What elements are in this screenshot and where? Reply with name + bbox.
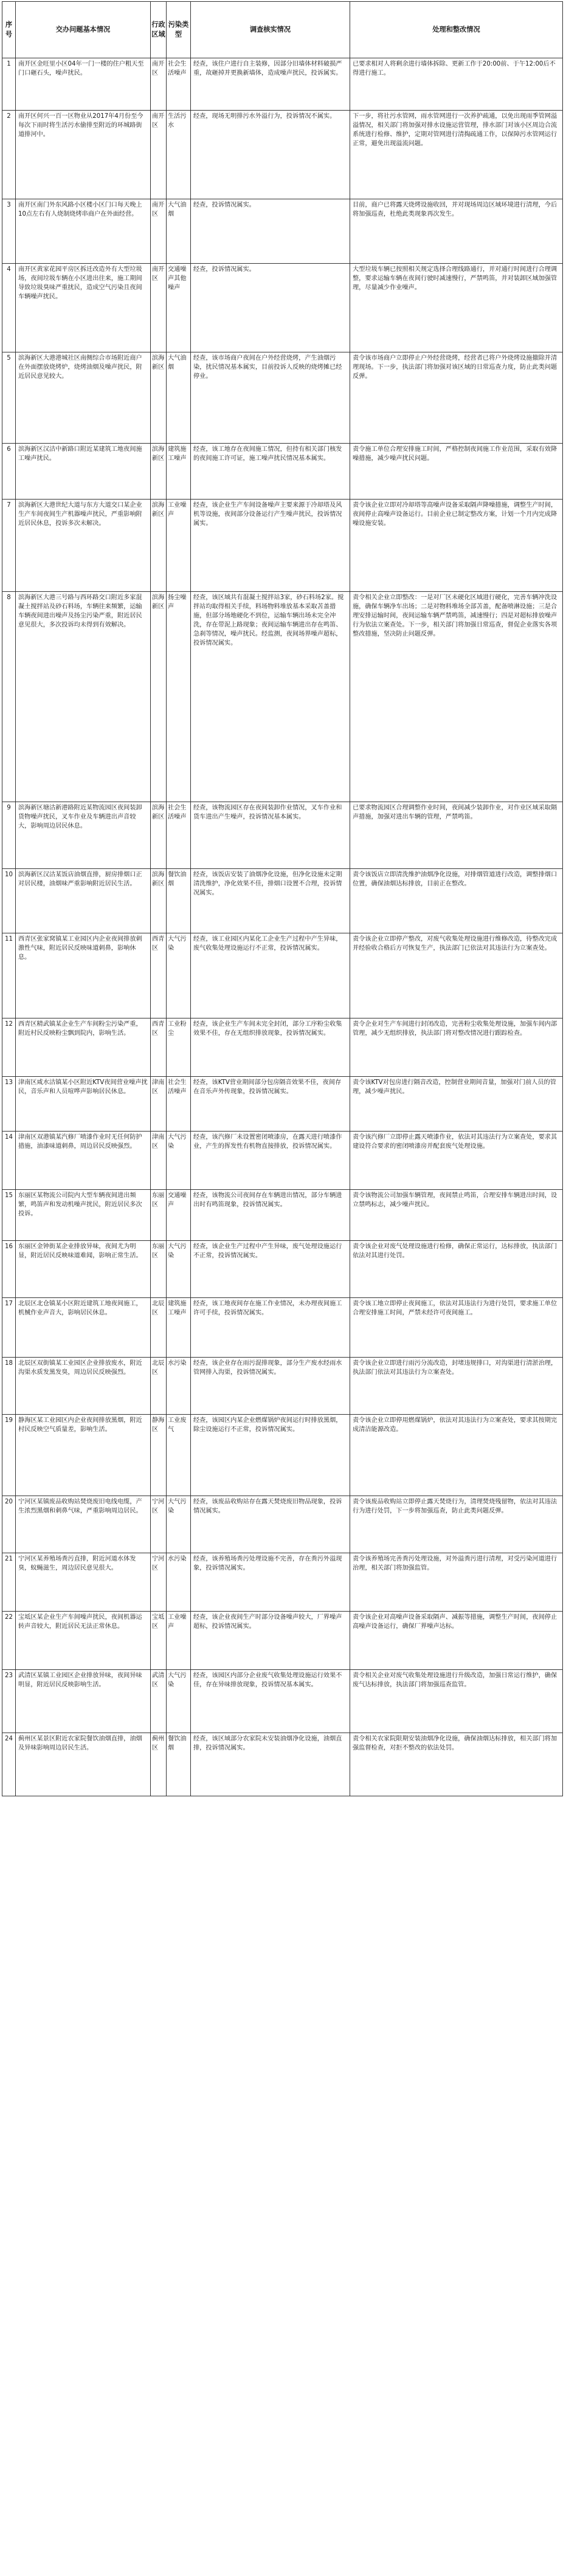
check-cell: 经查，投诉情况属实。 (191, 199, 350, 264)
district-cell: 南开区 (151, 58, 167, 111)
check-cell: 经查，该汽修厂未设置密闭喷漆房，在露天进行喷漆作业，产生的挥发性有机物直接排放，投诉情况属实。 (191, 1132, 350, 1190)
header-check: 调查核实情况 (191, 2, 350, 58)
type-cell: 大气污染 (167, 1670, 191, 1733)
issue-cell: 滨海新区汉沽中新路口附近某建筑工地夜间施工噪声扰民。 (16, 444, 151, 500)
table-row (2, 1132, 563, 1190)
check-cell: 经查，该企业夜间生产时部分设备噪声较大，厂界噪声超标，投诉情况属实。 (191, 1612, 350, 1670)
district-cell: 滨海新区 (151, 500, 167, 592)
result-cell: 责令该企业立即停产整改，对废气收集处理设施进行维修改造，待整改完成并经验收合格后方可恢复生产，执法部门已依法对其违法行为立案查处。 (350, 933, 563, 1018)
check-cell: 经查，该企业生产车间未完全封闭，部分工序粉尘收集效果不佳，存在无组织排放现象，投诉情况属实。 (191, 1018, 350, 1077)
table-row (2, 1077, 563, 1132)
type-cell: 工业粉尘 (167, 1018, 191, 1077)
result-cell: 责令该废品收购站立即停止露天焚烧行为，清理焚烧残留物，依法对其违法行为进行处罚，下一步将加强巡查，防止此类问题反弹。 (350, 1496, 563, 1553)
district-cell: 北辰区 (151, 1298, 167, 1358)
table-row (2, 1358, 563, 1415)
district-cell: 滨海新区 (151, 444, 167, 500)
table-row (2, 1190, 563, 1241)
type-cell: 大气油烟 (167, 199, 191, 264)
issue-cell: 滨海新区大港世纪大道与东方大道交口某企业生产车间夜间生产机器噪声扰民，严重影响附近居民休息，投诉多次未解决。 (16, 500, 151, 592)
result-cell: 责令企业对生产车间进行封闭改造，完善粉尘收集处理设施，加强车间内部管理，减少无组织排放，执法部门将对整改情况进行跟踪检查。 (350, 1018, 563, 1077)
issue-cell: 静海区某工业园区内企业夜间排放黑烟，附近村民反映空气质量差，影响生活。 (16, 1415, 151, 1496)
type-cell: 大气油烟 (167, 352, 191, 444)
table-row (2, 1018, 563, 1077)
table-row (2, 1298, 563, 1358)
row-number: 22 (2, 1612, 16, 1670)
check-cell: 经查，该工地存在夜间施工情况，但持有相关部门核发的夜间施工许可证，施工噪声扰民情况基本属实。 (191, 444, 350, 500)
issue-cell: 西青区精武镇某企业生产车间粉尘污染严重，附近村民反映粉尘飘到院内，影响生活。 (16, 1018, 151, 1077)
type-cell: 大气污染 (167, 1496, 191, 1553)
issue-cell: 南开区黄家花园平房区拆迁改造外有大型垃圾场，夜间垃圾车辆在小区进出往来，施工期间导致垃圾臭味严重扰民，造成空气污染且夜间车辆噪声扰民。 (16, 264, 151, 352)
result-cell: 已要求物流园区合理调整作业时间，夜间减少装卸作业，对作业区域采取隔声措施，加强对进出车辆的管理，严禁鸣笛。 (350, 802, 563, 869)
type-cell: 工业噪声 (167, 1612, 191, 1670)
check-cell: 经查，该企业生产过程中产生异味，废气处理设施运行不正常，投诉情况属实。 (191, 1241, 350, 1298)
table-row (2, 592, 563, 802)
district-cell: 西青区 (151, 933, 167, 1018)
type-cell: 工业废气 (167, 1415, 191, 1496)
table-row (2, 1733, 563, 1796)
type-cell: 交通噪声其他噪声 (167, 264, 191, 352)
district-cell: 宝坻区 (151, 1612, 167, 1670)
row-number: 1 (2, 58, 16, 111)
type-cell: 水污染 (167, 1553, 191, 1612)
district-cell: 南开区 (151, 199, 167, 264)
table-row (2, 1241, 563, 1298)
issue-cell: 东丽区某物流公司院内大型车辆夜间进出频繁，鸣笛声和发动机噪声扰民，附近居民多次投诉。 (16, 1190, 151, 1241)
result-cell: 责令该企业对废气处理设施进行检修，确保正常运行，达标排放，执法部门依法对其进行处罚。 (350, 1241, 563, 1298)
row-number: 13 (2, 1077, 16, 1132)
type-cell: 水污染 (167, 1358, 191, 1415)
row-number: 11 (2, 933, 16, 1018)
issue-cell: 北辰区双街镇某工业园区企业排放废水，附近沟渠水质发黑发臭，周边居民反映强烈。 (16, 1358, 151, 1415)
table-row (2, 1553, 563, 1612)
row-number: 5 (2, 352, 16, 444)
table-row (2, 802, 563, 869)
district-cell: 津南区 (151, 1077, 167, 1132)
result-cell: 责令该企业立即停用燃煤锅炉，依法对其违法行为立案查处，要求其按期完成清洁能源改造。 (350, 1415, 563, 1496)
table-body (2, 58, 563, 1796)
district-cell: 蓟州区 (151, 1733, 167, 1796)
row-number: 20 (2, 1496, 16, 1553)
issue-cell: 津南区双港镇某汽修厂喷漆作业时无任何防护措施，油漆味道刺鼻，周边居民反映强烈。 (16, 1132, 151, 1190)
check-cell: 经查，现场无明排污水外溢行为，投诉情况不属实。 (191, 111, 350, 199)
type-cell: 扬尘噪声 (167, 592, 191, 802)
district-cell: 滨海新区 (151, 802, 167, 869)
check-cell: 经查，该区域共有混凝土搅拌站3家，砂石料场2家。搅拌站均取得相关手续，料场物料堆放基本采取苫盖措施，但部分场地硬化不到位，运输车辆出场未完全冲洗，存在带泥上路现象；夜间运输车辆进出存在鸣笛、急刹等情况，噪声扰民。经监测，夜间场界噪声超标，投诉情况属实。 (191, 592, 350, 802)
row-number: 14 (2, 1132, 16, 1190)
row-number: 7 (2, 500, 16, 592)
check-cell: 经查，该物流园区存在夜间装卸作业情况，叉车作业和货车进出产生噪声，投诉情况基本属实。 (191, 802, 350, 869)
district-cell: 滨海新区 (151, 592, 167, 802)
check-cell: 经查，该园区内某企业燃煤锅炉夜间运行时排放黑烟，除尘设施运行不正常，投诉情况属实。 (191, 1415, 350, 1496)
issue-cell: 滨海新区大港三号路与西环路交口附近多家混凝土搅拌站及砂石料场，车辆往来频繁，运输车辆夜间进出噪声及扬尘污染严重，附近居民意见很大，多次投诉均未得到有效解决。 (16, 592, 151, 802)
row-number: 15 (2, 1190, 16, 1241)
result-cell: 下一步，将社污水管网，雨水管网进行一次养护疏通，以免出现雨季管网溢溢情况，相关部门将加强对排水设施运营管理，排水部门对该小区周边合流系统进行检修、维护，定期对管网进行清掏疏通工作，以保障污水管网运行正常，避免出现溢流问题。 (350, 111, 563, 199)
type-cell: 社会生活噪声 (167, 1077, 191, 1132)
row-number: 9 (2, 802, 16, 869)
result-cell: 目前，商户已将露天烧烤设施收回，并对现场周边区域环境进行清理，今后将加强巡查，杜绝此类现象再次发生。 (350, 199, 563, 264)
type-cell: 社会生活噪声 (167, 58, 191, 111)
type-cell: 大气污染 (167, 1241, 191, 1298)
district-cell: 西青区 (151, 1018, 167, 1077)
issue-cell: 宝坻区某企业生产车间噪声扰民，夜间机器运转声音较大，附近居民无法正常休息。 (16, 1612, 151, 1670)
district-cell: 东丽区 (151, 1190, 167, 1241)
row-number: 19 (2, 1415, 16, 1496)
result-cell: 责令相关农家院限期安装油烟净化设施，确保油烟达标排放，相关部门将加强监督检查，对拒不整改的依法处罚。 (350, 1733, 563, 1796)
check-cell: 经查，该企业存在雨污混排现象，部分生产废水经雨水管网排入沟渠，投诉情况属实。 (191, 1358, 350, 1415)
table-row (2, 1670, 563, 1733)
result-cell: 大型垃圾车辆已按照相关规定选择合理线路通行，并对通行时间进行合理调整，要求运输车辆在夜间行驶时减速慢行，严禁鸣笛，并对装卸区域加强管理，尽量减少作业噪声。 (350, 264, 563, 352)
result-cell: 责令该汽修厂立即停止露天喷漆作业，依法对其违法行为立案查处，要求其建设符合要求的密闭喷漆房并配套废气处理设施。 (350, 1132, 563, 1190)
issue-cell: 南开区何兴一百一区物业从2017年4月份至今每次下雨时将生活污水偷排至附近的环城路街道排河中。 (16, 111, 151, 199)
type-cell: 交通噪声 (167, 1190, 191, 1241)
result-cell: 责令该企业立即对冷却塔等高噪声设备采取隔声降噪措施，调整生产时间，夜间停止高噪声设备运行。目前企业已制定整改方案，计划一个月内完成降噪设施安装。 (350, 500, 563, 592)
check-cell: 经查，该废品收购站存在露天焚烧废旧物品现象，投诉情况属实。 (191, 1496, 350, 1553)
table-row (2, 500, 563, 592)
row-number: 21 (2, 1553, 16, 1612)
district-cell: 滨海新区 (151, 869, 167, 933)
issue-cell: 南开区南门外东风路小区楼小区门口每天晚上10点左右有人烧制烧烤串商户在外面经营。 (16, 199, 151, 264)
header-type: 污染类型 (167, 2, 191, 58)
issue-cell: 宁河区某镇废品收购站焚烧废旧电线电缆，产生浓烈黑烟和刺鼻气味，严重影响周边居民。 (16, 1496, 151, 1553)
table-row (2, 444, 563, 500)
table-row (2, 199, 563, 264)
row-number: 23 (2, 1670, 16, 1733)
table-row (2, 264, 563, 352)
district-cell: 南开区 (151, 111, 167, 199)
row-number: 2 (2, 111, 16, 199)
result-cell: 责令该市场商户立即停止户外经营烧烤，经营者已将户外烧烤设施撤除并清理现场。下一步，执法部门将加强对该区域的日常巡查力度，防止此类问题反弹。 (350, 352, 563, 444)
issue-cell: 滨海新区大港港城社区南侧综合市场附近商户在外面摆放烧烤炉，烧烤油烟及噪声扰民，附近居民意见较大。 (16, 352, 151, 444)
row-number: 4 (2, 264, 16, 352)
district-cell: 津南区 (151, 1132, 167, 1190)
row-number: 16 (2, 1241, 16, 1298)
row-number: 3 (2, 199, 16, 264)
result-cell: 责令该物流公司加强车辆管理，夜间禁止鸣笛，合理安排车辆进出时间，设立禁鸣标志，减少噪声扰民。 (350, 1190, 563, 1241)
check-cell: 经查，该企业生产车间设备噪声主要来源于冷却塔及风机等设施，夜间部分设备运行产生噪声扰民，投诉情况属实。 (191, 500, 350, 592)
result-cell: 责令该企业对高噪声设备采取隔声、减振等措施，调整生产时间，夜间停止高噪声设备运行，确保厂界噪声达标。 (350, 1612, 563, 1670)
issue-cell: 东丽区金钟街某企业排放异味，夜间尤为明显，附近居民反映味道难闻，影响正常生活。 (16, 1241, 151, 1298)
check-cell: 经查，该KTV营业期间部分包房隔音效果不佳，夜间存在音乐声外传现象，投诉情况属实。 (191, 1077, 350, 1132)
row-number: 10 (2, 869, 16, 933)
check-cell: 经查，该养殖场粪污处理设施不完善，存在粪污外溢现象，投诉情况属实。 (191, 1553, 350, 1612)
district-cell: 宁河区 (151, 1496, 167, 1553)
issue-cell: 津南区咸水沽镇某小区附近KTV夜间营业噪声扰民，音乐声和人员喧哗声影响居民休息。 (16, 1077, 151, 1132)
type-cell: 餐饮油烟 (167, 869, 191, 933)
row-number: 8 (2, 592, 16, 802)
row-number: 24 (2, 1733, 16, 1796)
check-cell: 经查，该工业园区内某化工企业生产过程中产生异味，废气收集处理设施运行不正常，投诉情况属实。 (191, 933, 350, 1018)
issue-cell: 滨海新区汉沽某饭店油烟直排，厨房排烟口正对居民楼，油烟味严重影响附近居民生活。 (16, 869, 151, 933)
header-issue: 交办问题基本情况 (16, 2, 151, 58)
district-cell: 南开区 (151, 264, 167, 352)
district-cell: 宁河区 (151, 1553, 167, 1612)
check-cell: 经查，该工地夜间存在施工作业情况，未办理夜间施工许可手续，投诉情况属实。 (191, 1298, 350, 1358)
table-row (2, 1496, 563, 1553)
type-cell: 大气污染 (167, 933, 191, 1018)
check-cell: 经查，该饭店安装了油烟净化设施，但净化设施未定期清洗维护，净化效果不佳，排烟口设置不合理，投诉情况属实。 (191, 869, 350, 933)
complaint-table (2, 1, 563, 1796)
type-cell: 工业噪声 (167, 500, 191, 592)
check-cell: 经查，该区域部分农家院未安装油烟净化设施，油烟直排，投诉情况属实。 (191, 1733, 350, 1796)
district-cell: 东丽区 (151, 1241, 167, 1298)
result-cell: 责令施工单位合理安排施工时间，严格控制夜间施工作业范围，采取有效降噪措施，减少噪声扰民问题。 (350, 444, 563, 500)
result-cell: 责令该KTV对包房进行隔音改造，控制营业期间音量，加强对门前人员的管理，减少噪声扰民。 (350, 1077, 563, 1132)
type-cell: 建筑施工噪声 (167, 1298, 191, 1358)
district-cell: 滨海新区 (151, 352, 167, 444)
table-row (2, 111, 563, 199)
issue-cell: 宁河区某养殖场粪污直排，附近河道水体发臭，蚊蝇滋生，周边居民意见很大。 (16, 1553, 151, 1612)
table-header (2, 2, 563, 58)
header-no: 序号 (2, 2, 16, 58)
header-result: 处理和整改情况 (350, 2, 563, 58)
check-cell: 经查，投诉情况属实。 (191, 264, 350, 352)
result-cell: 责令该工地立即停止夜间施工，依法对其违法行为进行处罚，要求施工单位合理安排施工时间，严禁未经许可夜间施工。 (350, 1298, 563, 1358)
district-cell: 北辰区 (151, 1358, 167, 1415)
table-row (2, 58, 563, 111)
check-cell: 经查，该园区内部分企业废气收集处理设施运行效果不佳，存在异味排放现象，投诉情况基本属实。 (191, 1670, 350, 1733)
district-cell: 武清区 (151, 1670, 167, 1733)
table-row (2, 352, 563, 444)
result-cell: 责令该饭店立即清洗维护油烟净化设施，对排烟管道进行改造，调整排烟口位置，确保油烟达标排放，目前正在整改。 (350, 869, 563, 933)
row-number: 12 (2, 1018, 16, 1077)
result-cell: 责令相关企业对废气收集处理设施进行升级改造，加强日常运行维护，确保废气达标排放，执法部门将加强巡查监管。 (350, 1670, 563, 1733)
row-number: 18 (2, 1358, 16, 1415)
result-cell: 已要求相对人将剩余进行墙体拆除、更新工作于20:00前、于午12:00后不得进行施工。 (350, 58, 563, 111)
result-cell: 责令该养殖场完善粪污处理设施，对外溢粪污进行清理，对受污染河道进行治理，相关部门将加强监管。 (350, 1553, 563, 1612)
issue-cell: 武清区某镇工业园区企业排放异味，夜间异味明显，附近居民反映影响生活。 (16, 1670, 151, 1733)
type-cell: 生活污水 (167, 111, 191, 199)
row-number: 6 (2, 444, 16, 500)
type-cell: 建筑施工噪声 (167, 444, 191, 500)
table-row (2, 1415, 563, 1496)
type-cell: 社会生活噪声 (167, 802, 191, 869)
result-cell: 责令相关企业立即整改：一是对厂区未硬化区域进行硬化，完善车辆冲洗设施，确保车辆净车出场；二是对物料堆场全部苫盖，配备喷淋设施；三是合理安排运输时间，夜间运输车辆严禁鸣笛，减速慢行；四是对超标排放噪声行为依法立案查处。下一步，相关部门将加强日常巡查，督促企业落实各项整改措施，坚决防止问题反弹。 (350, 592, 563, 802)
check-cell: 经查，该物流公司夜间存在车辆进出情况，部分车辆进出时有鸣笛现象，投诉情况属实。 (191, 1190, 350, 1241)
result-cell: 责令该企业立即进行雨污分流改造，封堵违规排口，对沟渠进行清淤治理，执法部门依法对其违法行为立案查处。 (350, 1358, 563, 1415)
type-cell: 餐饮油烟 (167, 1733, 191, 1796)
issue-cell: 滨海新区塘沽新港路附近某物流园区夜间装卸货物噪声扰民，叉车作业及车辆进出声音较大，影响周边居民休息。 (16, 802, 151, 869)
table-row (2, 869, 563, 933)
issue-cell: 北辰区北仓镇某小区附近建筑工地夜间施工，机械作业声音大，影响居民休息。 (16, 1298, 151, 1358)
row-number: 17 (2, 1298, 16, 1358)
issue-cell: 南开区金旺里小区04年一门一楼的住户粗天至门口砸石头，噪声扰民。 (16, 58, 151, 111)
header-district: 行政区域 (151, 2, 167, 58)
issue-cell: 蓟州区某景区附近农家院餐饮油烟直排，油烟及异味影响周边居民生活。 (16, 1733, 151, 1796)
check-cell: 经查，该市场商户夜间在户外经营烧烤，产生油烟污染，扰民情况基本属实，目前投诉人反映的烧烤摊已经停业。 (191, 352, 350, 444)
table-row (2, 1612, 563, 1670)
district-cell: 静海区 (151, 1415, 167, 1496)
type-cell: 大气污染 (167, 1132, 191, 1190)
check-cell: 经查，该住户进行自主装修，因部分旧墙体材料破损严重，故砸掉并更换新墙体，造成噪声扰民，投诉属实。 (191, 58, 350, 111)
table-row (2, 933, 563, 1018)
issue-cell: 西青区张家窝镇某工业园区内企业夜间排放刺激性气味，附近居民反映味道刺鼻，影响休息。 (16, 933, 151, 1018)
